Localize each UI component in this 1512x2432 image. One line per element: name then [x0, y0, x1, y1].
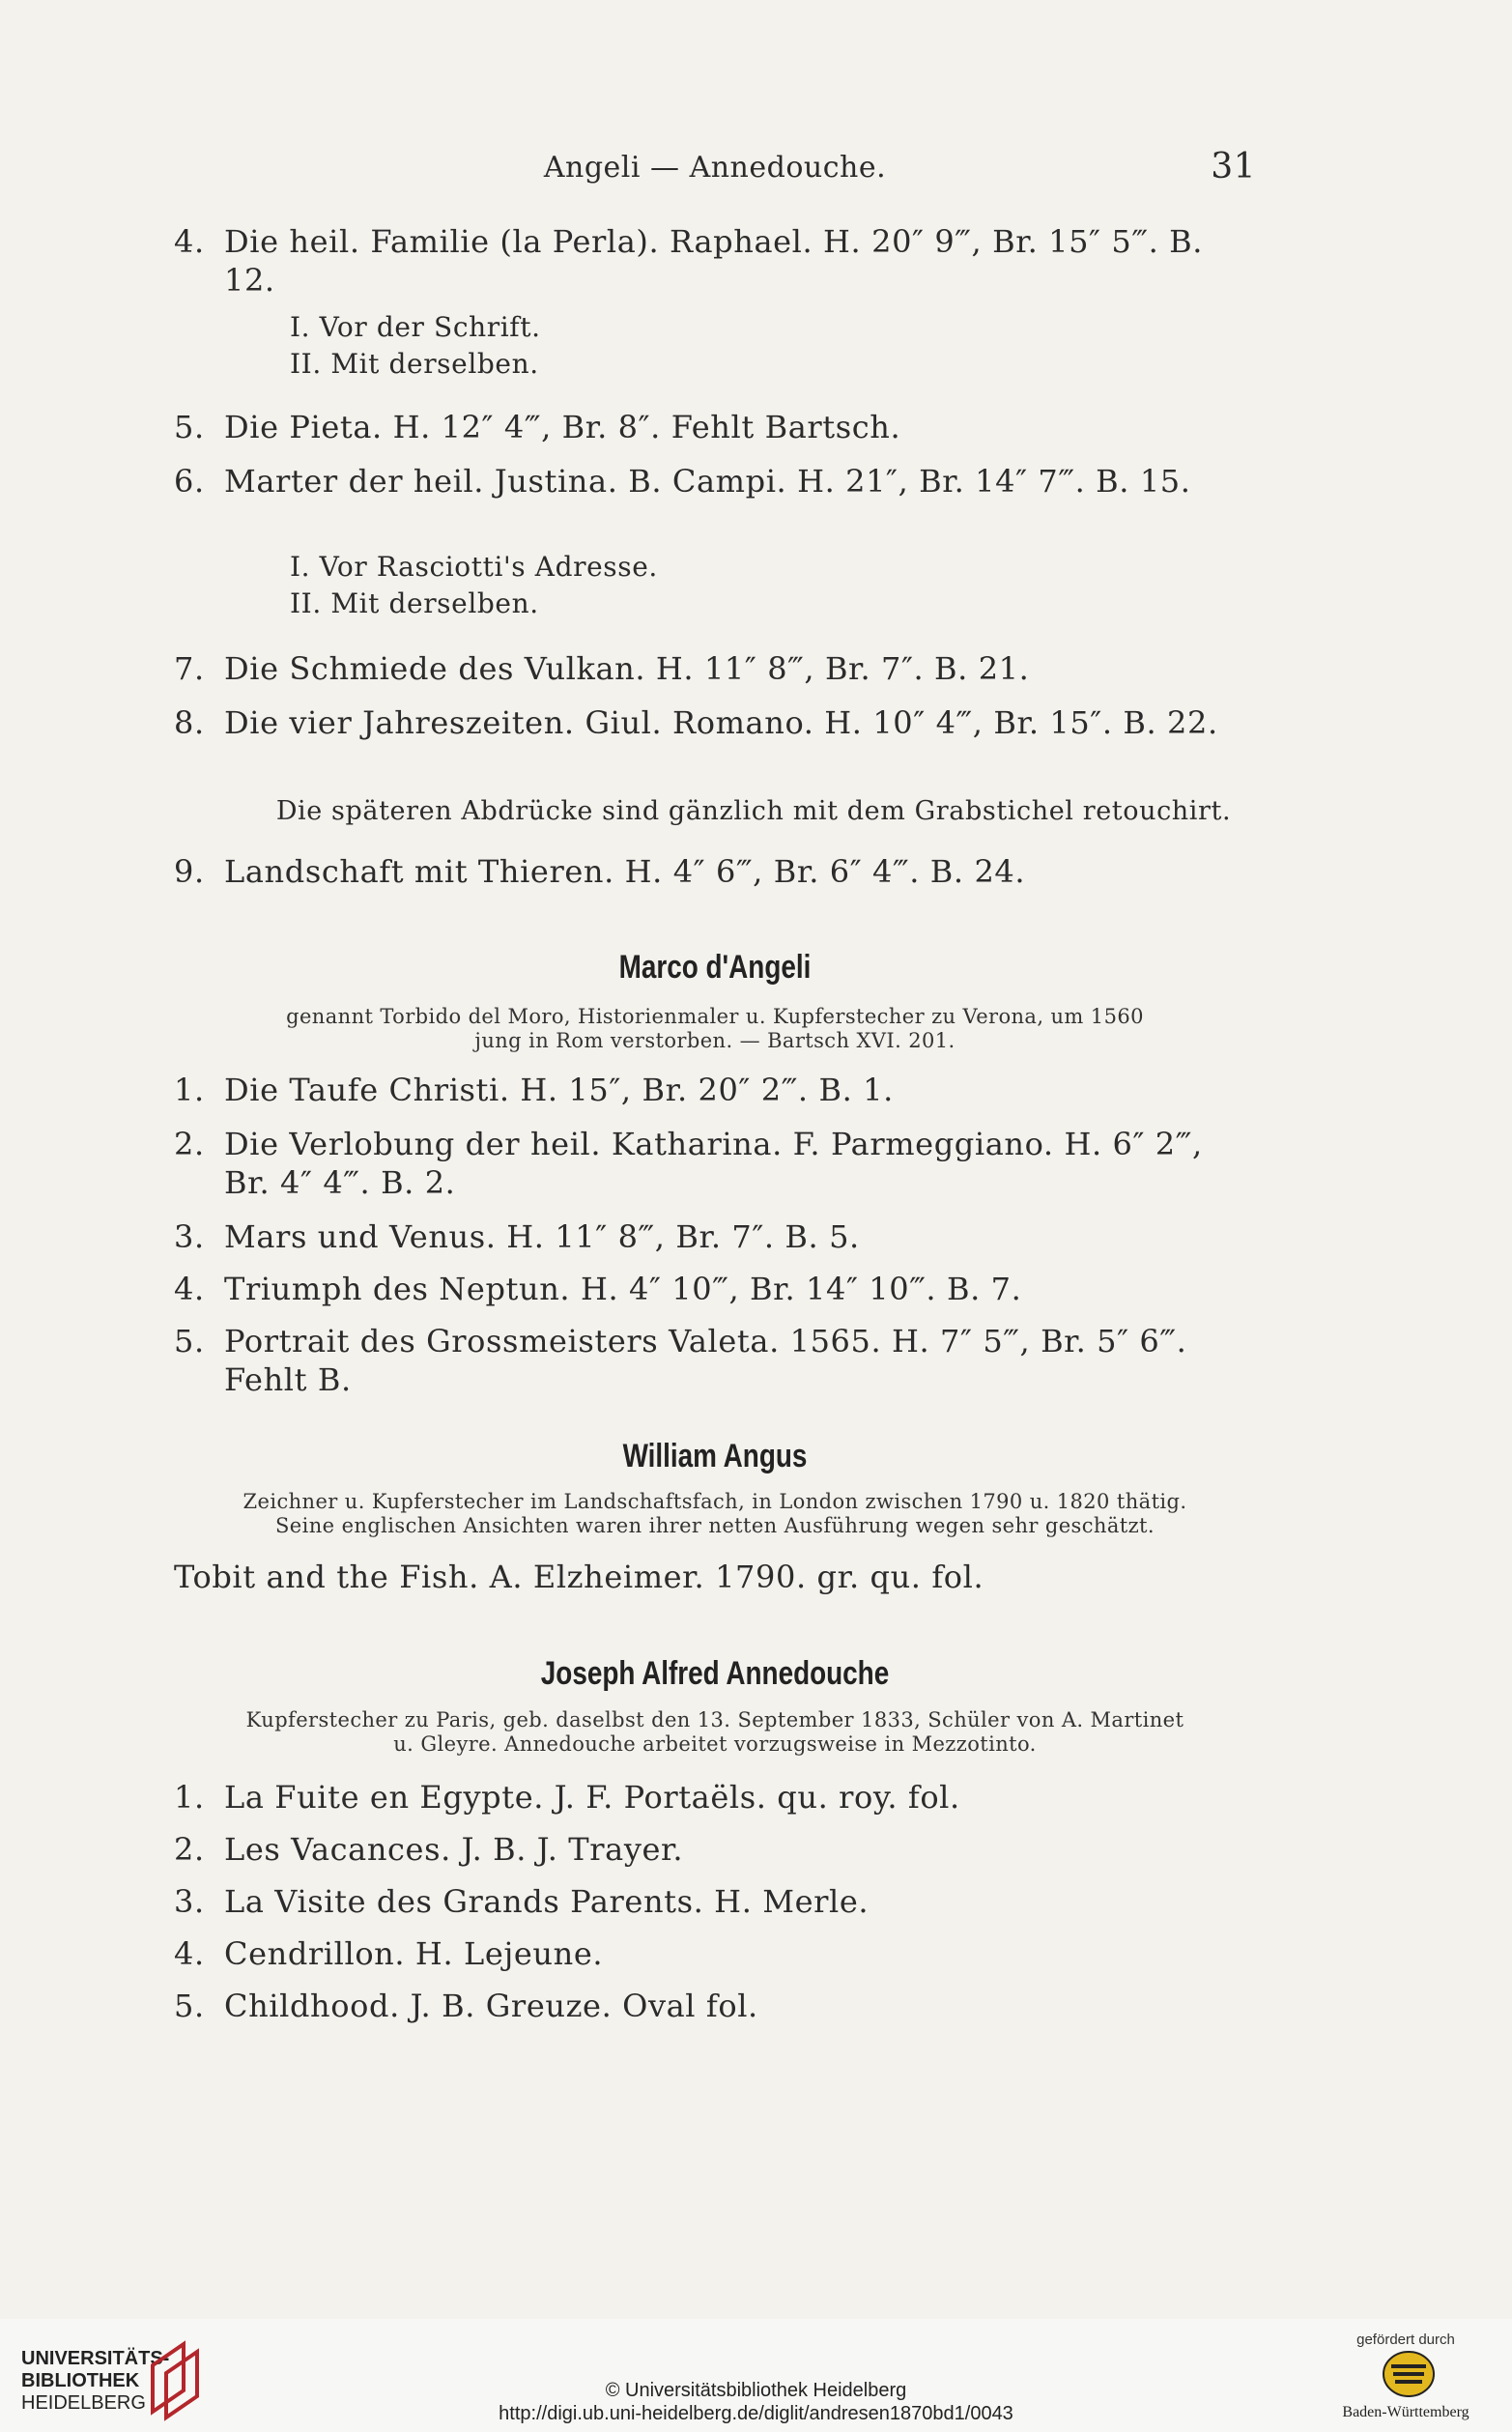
entry-text: Die Pieta. H. 12″ 4‴, Br. 8″. Fehlt Bartsch. — [224, 409, 901, 445]
header-title: Angeli — Annedouche. — [543, 151, 887, 185]
entry-text: Die Schmiede des Vulkan. H. 11″ 8‴, Br. 7″. B. 21. — [224, 650, 1030, 687]
entry-number: 2. — [174, 1126, 205, 1162]
entry-number: 4. — [174, 223, 205, 260]
bio-line: Zeichner u. Kupferstecher im Landschaftsfach, in London zwischen 1790 u. 1820 thätig. — [242, 1490, 1187, 1513]
catalog-entry — [174, 1987, 1256, 2025]
bio-line: u. Gleyre. Annedouche arbeitet vorzugsweise in Mezzotinto. — [393, 1732, 1037, 1756]
catalog-entry — [174, 1322, 1256, 1399]
bio-line: genannt Torbido del Moro, Historienmaler u. Kupferstecher zu Verona, um 1560 — [286, 1005, 1144, 1028]
catalog-entry — [174, 1217, 1256, 1256]
artist-bio — [222, 1005, 1208, 1053]
entry-text: Die heil. Familie (la Perla). Raphael. H. 20″ 9‴, Br. 15″ 5‴. B. 12. — [224, 223, 1204, 299]
entry-text: Die Verlobung der heil. Katharina. F. Parmeggiano. H. 6″ 2‴, Br. 4″ 4‴. B. 2. — [224, 1126, 1203, 1201]
catalog-entry — [174, 222, 1256, 300]
entry-number: 5. — [174, 409, 205, 445]
entry-number: 1. — [174, 1072, 205, 1108]
page-number: 31 — [1211, 147, 1256, 186]
entry-text: Mars und Venus. H. 11″ 8‴, Br. 7″. B. 5. — [224, 1218, 860, 1255]
artist-bio — [222, 1490, 1208, 1538]
entry-number: 4. — [174, 1271, 205, 1307]
state-note: I. Vor Rasciotti's Adresse. — [290, 551, 658, 583]
library-name-line: BIBLIOTHEK — [21, 2370, 140, 2391]
catalog-entry — [174, 1071, 1256, 1109]
entry-text: La Fuite en Egypte. J. F. Portaëls. qu. roy. fol. — [224, 1779, 960, 1816]
entry-number: 3. — [174, 1218, 205, 1255]
catalog-entry — [174, 1270, 1256, 1308]
bio-line: Seine englischen Ansichten waren ihrer netten Ausführung wegen sehr geschätzt. — [275, 1514, 1155, 1537]
entry-number: 3. — [174, 1883, 205, 1920]
sponsor-label: gefördert durch — [1356, 2332, 1455, 2348]
entry-text: Marter der heil. Justina. B. Campi. H. 21″, Br. 14″ 7‴. B. 15. — [224, 463, 1191, 500]
running-header — [174, 147, 1256, 193]
entry-number: 5. — [174, 1988, 205, 2024]
catalog-entry — [174, 1778, 1256, 1817]
entry-number: 9. — [174, 853, 205, 890]
entry-text: Portrait des Grossmeisters Valeta. 1565. H. 7″ 5‴, Br. 5″ 6‴. Fehlt B. — [224, 1323, 1187, 1398]
coat-of-arms-icon — [1382, 2350, 1436, 2398]
permalink[interactable]: http://digi.ub.uni-heidelberg.de/diglit/andresen1870bd1/0043 — [499, 2403, 1013, 2424]
copyright-text: © Universitätsbibliothek Heidelberg — [605, 2380, 907, 2401]
state-note: II. Mit derselben. — [290, 348, 539, 380]
catalog-entry — [174, 408, 1256, 446]
entry-number: 7. — [174, 650, 205, 687]
catalog-entry — [174, 1882, 1256, 1921]
copyright-block — [0, 2379, 1512, 2425]
catalog-entry — [174, 649, 1256, 688]
sponsor-name: Baden-Württemberg — [1342, 2404, 1469, 2420]
catalog-entry — [174, 1125, 1256, 1202]
bio-line: jung in Rom verstorben. — Bartsch XVI. 201. — [474, 1029, 956, 1052]
artist-heading: Marco d'Angeli — [618, 949, 812, 986]
entry-text: Die Taufe Christi. H. 15″, Br. 20″ 2‴. B. 1. — [224, 1072, 894, 1108]
catalog-entry — [174, 1934, 1256, 1973]
bio-line: Kupferstecher zu Paris, geb. daselbst den 13. September 1833, Schüler von A. Martinet — [245, 1708, 1184, 1731]
entry-text: Cendrillon. H. Lejeune. — [224, 1935, 604, 1972]
catalog-entry — [174, 703, 1256, 742]
entry-number: 8. — [174, 704, 205, 741]
entry-number: 4. — [174, 1935, 205, 1972]
entry-number: 1. — [174, 1779, 205, 1816]
library-name-line: HEIDELBERG — [21, 2392, 146, 2414]
entry-text: Die vier Jahreszeiten. Giul. Romano. H. 10″ 4‴, Br. 15″. B. 22. — [224, 704, 1218, 741]
entry-number: 2. — [174, 1831, 205, 1868]
artist-heading: Joseph Alfred Annedouche — [540, 1655, 890, 1692]
state-note: II. Mit derselben. — [290, 587, 539, 619]
entry-number: 5. — [174, 1323, 205, 1359]
catalog-entry — [174, 462, 1256, 501]
entry-text: La Visite des Grands Parents. H. Merle. — [224, 1883, 870, 1920]
entry-text: Triumph des Neptun. H. 4″ 10‴, Br. 14″ 10‴. B. 7. — [224, 1271, 1022, 1307]
state-note: I. Vor der Schrift. — [290, 311, 541, 343]
library-name-line: UNIVERSITÄTS- — [21, 2348, 170, 2369]
entry-text: Childhood. J. B. Greuze. Oval fol. — [224, 1988, 758, 2024]
artist-heading: William Angus — [622, 1438, 808, 1474]
print-note: Die späteren Abdrücke sind gänzlich mit dem Grabstichel retouchirt. — [275, 796, 1232, 826]
entry-number: 6. — [174, 463, 205, 500]
entry-text: Les Vacances. J. B. J. Trayer. — [224, 1831, 684, 1868]
artist-bio — [222, 1708, 1208, 1757]
entry-text: Landschaft mit Thieren. H. 4″ 6‴, Br. 6″ 4‴. B. 24. — [224, 853, 1026, 890]
catalog-entry — [174, 852, 1256, 891]
catalog-entry — [174, 1830, 1256, 1869]
catalog-entry: Tobit and the Fish. A. Elzheimer. 1790. gr. qu. fol. — [174, 1559, 984, 1595]
